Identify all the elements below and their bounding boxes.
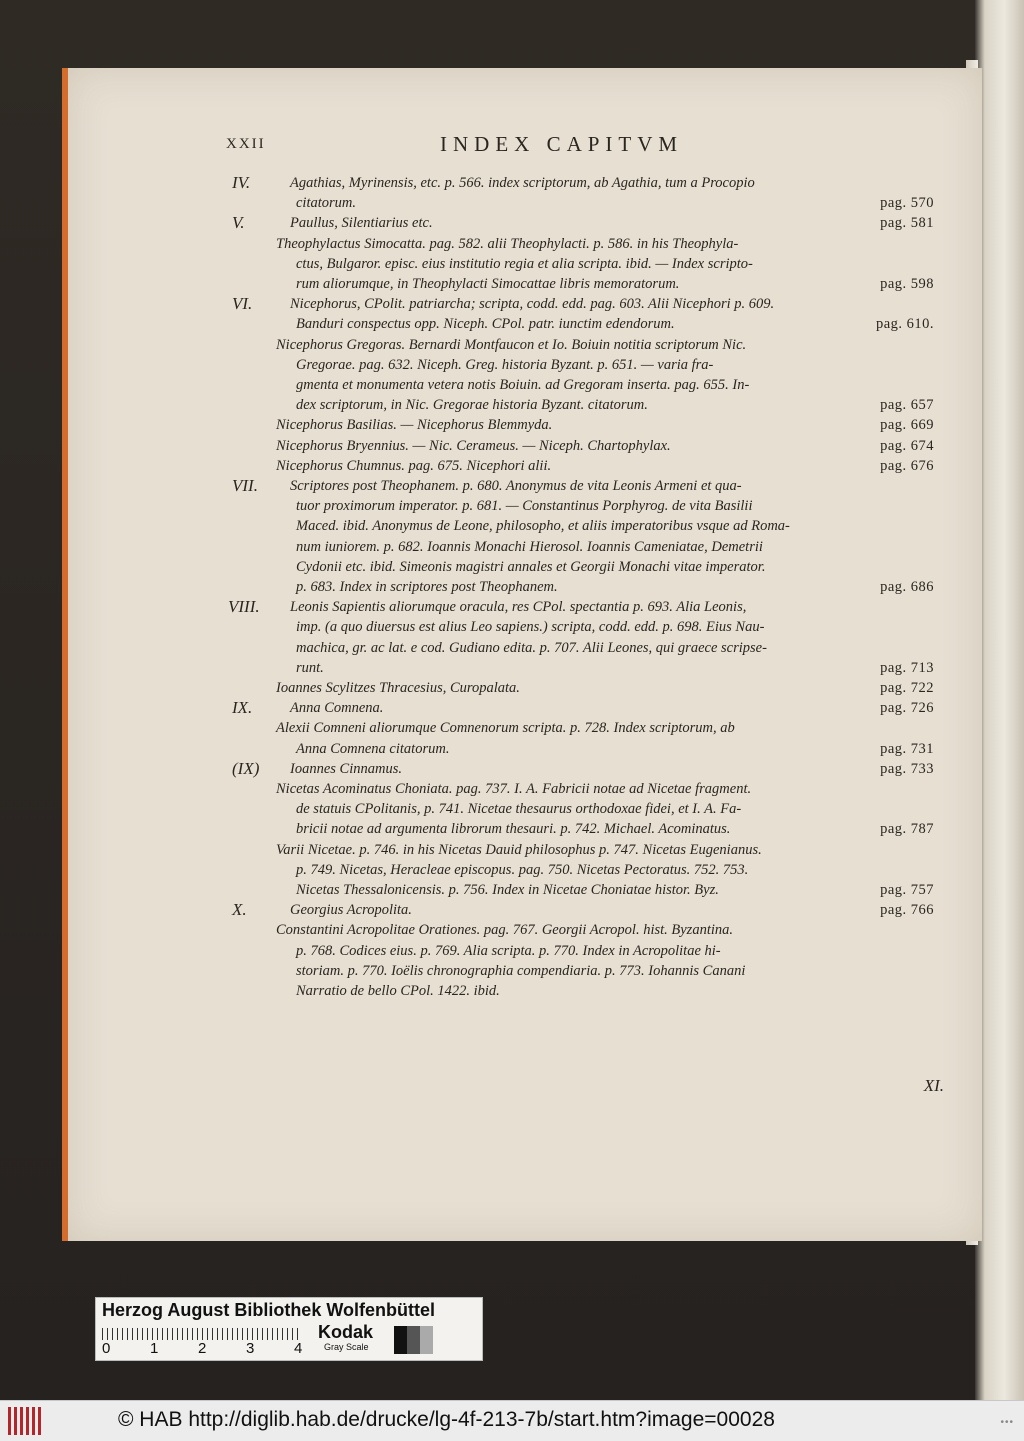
index-line [68,781,982,801]
entry-text: storiam. p. 770. Ioëlis chronographia compendiaria. p. 773. Iohannis Canani [296,962,746,979]
entry-text: Nicetas Acominatus Choniata. pag. 737. I. A. Fabricii notae ad Nicetae fragment. [276,781,752,797]
gray-swatch [420,1326,433,1354]
chapter-number: VI. [232,294,253,314]
book-page [62,68,982,1241]
page-reference: pag. 674 [880,437,934,454]
index-line [68,983,982,1003]
entry-text: Agathias, Myrinensis, etc. p. 566. index scriptorum, ab Agathia, tum a Procopio [290,175,755,191]
index-line [68,276,982,296]
index-line [68,175,982,195]
entry-text: Theophylactus Simocatta. pag. 582. alii Theophylacti. p. 586. in his Theophyla- [276,235,739,252]
index-line [68,599,982,619]
chapter-number: VII. [232,476,258,495]
page-title: INDEX CAPITVM [440,132,684,156]
index-line [68,963,982,983]
entry-text: Leonis Sapientis aliorumque oracula, res CPol. spectantia p. 693. Alia Leonis, [290,599,747,616]
scale-digits [102,1340,312,1358]
entry-text: p. 749. Nicetas, Heracleae episcopus. pag. 750. Nicetas Pectoratus. 752. 753. [296,861,749,878]
chapter-number: V. [232,213,245,233]
scale-digit: 0 [102,1340,111,1357]
index-line [68,337,982,357]
page-reference: pag. 570 [880,195,934,212]
page-reference: pag. 676 [880,457,934,474]
page-reference: pag. 766 [880,902,934,919]
gray-swatch [407,1326,420,1354]
entry-text: Anna Comnena citatorum. [296,740,450,757]
index-line [68,458,982,478]
index-line [68,498,982,518]
copyright-link[interactable]: © HAB http://diglib.hab.de/drucke/lg-4f-213-7b/start.htm?image=00028 [118,1408,775,1431]
color-calibration-bar [95,1297,483,1361]
page-reference: pag. 581 [880,215,934,232]
entry-text: Georgius Acropolita. [290,902,412,919]
entry-text: Nicephorus Bryennius. — Nic. Cerameus. — Niceph. Chartophylax. [276,437,671,454]
page-reference: pag. 726 [880,700,934,717]
index-line [68,862,982,882]
entry-text: de statuis CPolitanis, p. 741. Nicetae thesaurus orthodoxae fidei, et I. A. Fa- [296,801,742,818]
entry-text: Nicephorus Basilias. — Nicephorus Blemmyda. [276,417,553,434]
entry-text: Varii Nicetae. p. 746. in his Nicetas Dauid philosophus p. 747. Nicetas Eugenianus. [276,841,762,858]
entry-text: runt. [296,659,324,676]
chapter-number: X. [232,900,247,920]
index-line [68,619,982,639]
library-name: Herzog August Bibliothek Wolfenbüttel [102,1300,435,1320]
chapter-number: VIII. [228,597,260,617]
index-line [68,478,982,498]
index-line [68,397,982,417]
index-line [68,296,982,316]
entry-text: gmenta et monumenta vetera notis Boiuin. ad Gregoram inserta. pag. 655. In- [296,377,750,393]
index-line [68,559,982,579]
index-line [68,215,982,235]
entry-text: dex scriptorum, in Nic. Gregorae historia Byzant. citatorum. [296,397,648,414]
index-line [68,720,982,740]
index-line [68,680,982,700]
index-line [68,357,982,377]
index-line [68,236,982,256]
chapter-number: (IX) [232,758,260,778]
entry-text: Ioannes Scylitzes Thracesius, Curopalata. [276,680,520,696]
book-spine [975,0,1024,1400]
index-line [68,539,982,559]
index-line [68,882,982,902]
entry-text: Narratio de bello CPol. 1422. ibid. [296,983,500,999]
entry-text: Maced. ibid. Anonymus de Leone, philosopho, et aliis imperatoribus vsque ad Roma- [296,518,790,535]
page-reference: pag. 686 [880,579,934,595]
index-line [68,640,982,660]
index-line [68,377,982,397]
page-header [68,132,982,158]
index-line [68,518,982,538]
entry-text: Paullus, Silentiarius etc. [290,215,433,232]
index-line [68,758,982,781]
index-line [68,842,982,862]
menu-dots-icon[interactable]: ••• [1000,1417,1014,1428]
index-line [68,438,982,458]
gray-swatch [394,1326,407,1354]
chapter-number: IX. [232,698,253,718]
index-line [68,902,982,922]
entry-text: ctus, Bulgaror. episc. eius institutio regia et alia scripta. ibid. — Index scripto- [296,255,753,272]
entry-text: Scriptores post Theophanem. p. 680. Anonymus de vita Leonis Armeni et qua- [290,478,742,494]
index-line [68,256,982,276]
gray-scale-label: Gray Scale [324,1342,369,1352]
entry-text: p. 683. Index in scriptores post Theophanem. [296,579,558,595]
entry-text: Banduri conspectus opp. Niceph. CPol. patr. iunctim edendorum. [296,316,675,333]
entry-text: Nicephorus Chumnus. pag. 675. Nicephori alii. [276,457,552,474]
index-line [68,943,982,963]
entry-text: Alexii Comneni aliorumque Comnenorum scripta. p. 728. Index scriptorum, ab [276,720,735,737]
index-line [68,801,982,821]
entry-text: imp. (a quo diuersus est alius Leo sapiens.) scripta, codd. edd. p. 698. Eius Nau- [296,619,765,636]
index-line [68,579,982,599]
index-line [68,316,982,336]
page-reference: pag. 669 [880,417,934,434]
page-reference: pag. 787 [880,821,934,838]
page-reference: pag. 757 [880,882,934,898]
kodak-logo: Kodak [318,1322,374,1342]
entry-text: p. 768. Codices eius. p. 769. Alia scripta. p. 770. Index in Acropolitae hi- [296,942,721,959]
viewer-footer [0,1400,1024,1441]
entry-text: Constantini Acropolitae Orationes. pag. 767. Georgii Acropol. hist. Byzantina. [276,922,734,939]
entry-text: Nicephorus, CPolit. patriarcha; scripta, codd. edd. pag. 603. Alii Nicephori p. 609. [290,296,775,313]
entry-text: citatorum. [296,195,357,212]
index-line [68,741,982,761]
index-line [68,660,982,680]
entry-text: Nicetas Thessalonicensis. p. 756. Index in Nicetae Choniatae histor. Byz. [296,882,719,898]
entry-text: Gregorae. pag. 632. Niceph. Greg. historia Byzant. p. 651. — varia fra- [296,356,714,373]
scale-digit: 2 [198,1340,207,1357]
chapter-number: IV. [232,173,251,192]
entry-text: Ioannes Cinnamus. [290,760,402,777]
catchword: XI. [923,1076,944,1095]
entry-text: Nicephorus Gregoras. Bernardi Montfaucon et Io. Boiuin notitia scriptorum Nic. [276,336,747,353]
index-line [68,922,982,942]
page-reference: pag. 733 [880,760,934,777]
scale-digit: 4 [294,1340,303,1357]
index-line [68,821,982,841]
page-reference: pag. 598 [880,276,934,292]
page-reference: pag. 657 [880,397,934,414]
index-line [68,417,982,437]
scale-digit: 3 [246,1340,255,1357]
index-line [68,700,982,720]
index-line [68,195,982,215]
page-reference: pag. 731 [880,740,934,757]
entry-text: Cydonii etc. ibid. Simeonis magistri annales et Georgii Monachi vitae imperator. [296,558,766,575]
entry-text: bricii notae ad argumenta librorum thesauri. p. 742. Michael. Acominatus. [296,821,731,838]
scale-digit: 1 [150,1340,159,1357]
page-reference: pag. 610. [875,316,934,333]
page-reference: pag. 722 [880,680,934,696]
page-number: XXII [226,136,266,152]
entry-text: rum aliorumque, in Theophylacti Simocattae libris memoratorum. [296,276,680,292]
entry-text: num iuniorem. p. 682. Ioannis Monachi Hierosol. Ioannis Cameniatae, Demetrii [296,538,763,555]
hab-logo-icon[interactable] [8,1407,44,1435]
entry-text: Anna Comnena. [290,700,384,717]
entry-text: machica, gr. ac lat. e cod. Gudiano edita. p. 707. Alii Leones, qui graece scripse- [296,639,767,656]
entry-text: tuor proximorum imperator. p. 681. — Constantinus Porphyrog. de vita Basilii [296,498,753,515]
scale-ruler [102,1328,302,1340]
page-reference: pag. 713 [880,659,934,676]
